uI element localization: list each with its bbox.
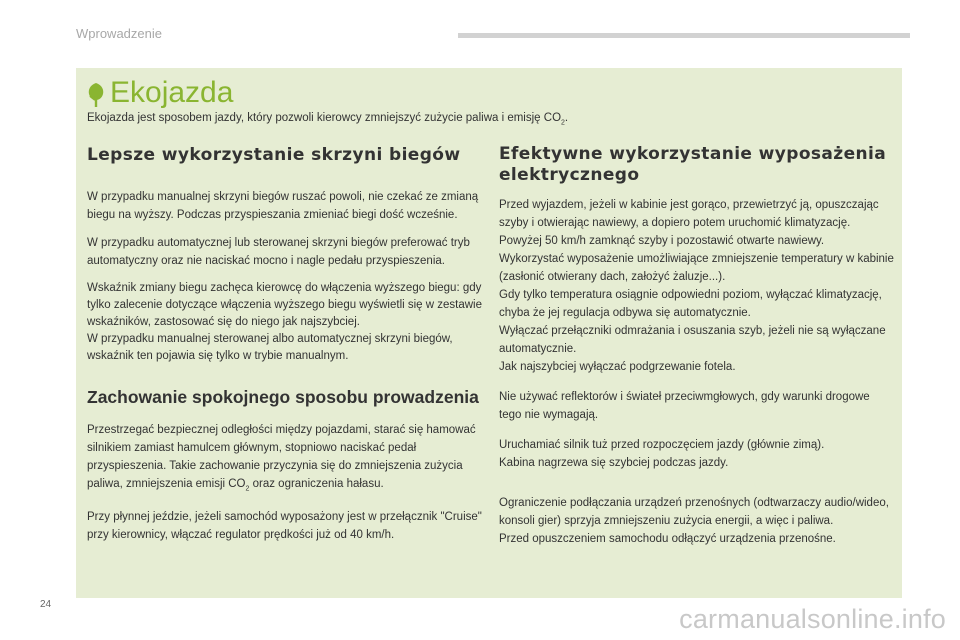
- gearbox-paragraph-3: Wskaźnik zmiany biegu zachęca kierowcę do włączenia wyższego biegu: gdy tylko zalecenie dotyczące włączenia wyższego biegu wyświetli się w zestawie wskaźników, zastosować się do niego jak najszybciej.: [87, 282, 483, 328]
- calm-driving-paragraph-2: Przy płynnej jeździe, jeżeli samochód wyposażony jest w przełącznik "Cruise" przy kierownicy, włączać regulator prędkości już od 40 km/h.: [87, 511, 482, 542]
- electrical-paragraph-1: Przed wyjazdem, jeżeli w kabinie jest gorąco, przewietrzyć ją, opuszczając szyby i otwierając nawiewy, a dopiero potem uruchomić klimatyzację.: [499, 199, 879, 229]
- lights-paragraph: Nie używać reflektorów i świateł przeciwmgłowych, gdy warunki drogowe tego nie wymagają.: [499, 391, 870, 421]
- electrical-paragraph-6: Jak najszybciej wyłączać podgrzewanie fotela.: [499, 361, 736, 373]
- gearbox-heading: Lepsze wykorzystanie skrzyni biegów: [87, 145, 461, 165]
- electrical-paragraph-2: Powyżej 50 km/h zamknąć szyby i pozostawić otwarte nawiewy.: [499, 235, 825, 247]
- gearbox-paragraph-4: W przypadku manualnej sterowanej albo automatycznej skrzyni biegów, wskaźnik ten pojawia się tylko w trybie manualnym.: [87, 333, 453, 362]
- engine-start-paragraph: Uruchamiać silnik tuż przed rozpoczęciem jazdy (głównie zimą).: [499, 439, 825, 451]
- calm-driving-heading: Zachowanie spokojnego sposobu prowadzenia: [87, 387, 479, 407]
- electrical-heading: Efektywne wykorzystanie wyposażenia elektrycznego: [499, 144, 887, 185]
- watermark: carmanualsonline.info: [679, 604, 946, 634]
- electrical-paragraph-4: Gdy tylko temperatura osiągnie odpowiedni poziom, wyłączać klimatyzację, chyba że jej regulacja odbywa się automatycznie.: [499, 289, 882, 319]
- gearbox-paragraph-2: W przypadku automatycznej lub sterowanej skrzyni biegów preferować tryb automatyczny oraz nie naciskać mocno i nagle pedału przyspieszenia.: [87, 237, 470, 267]
- left-column: [87, 144, 482, 554]
- electrical-paragraph-3: Wykorzystać wyposażenie umożliwiające zmniejszenie temperatury w kabinie (zasłonić otwierany dach, założyć żaluzje...).: [499, 253, 894, 283]
- gearbox-paragraph-1: W przypadku manualnej skrzyni biegów ruszać powoli, nie czekać ze zmianą biegu na wyższy. Podczas przyspieszania zmieniać biegi dość wcześnie.: [87, 191, 479, 221]
- section-header-title: Wprowadzenie: [76, 26, 162, 41]
- cabin-heating-paragraph: Kabina nagrzewa się szybciej podczas jazdy.: [499, 457, 729, 469]
- header-divider-bar: [458, 33, 910, 38]
- disconnect-devices-paragraph: Przed opuszczeniem samochodu odłączyć urządzenia przenośne.: [499, 533, 836, 545]
- page-title: Ekojazda: [110, 76, 234, 109]
- portable-devices-paragraph: Ograniczenie podłączania urządzeń przenośnych (odtwarzaczy audio/wideo, konsoli gier) sprzyja zmniejszeniu zużycia energii, a więc i paliwa.: [499, 497, 889, 527]
- electrical-paragraph-5: Wyłączać przełączniki odmrażania i osuszania szyb, jeżeli nie są wyłączane automatycznie.: [499, 325, 886, 355]
- calm-driving-paragraph-1: Przestrzegać bezpiecznej odległości między pojazdami, starać się hamować silnikiem zamiast hamulcem głównym, stopniowo naciskać pedał przyspieszenia. Takie zachowanie przyczynia się do zmniejszenia zużycia paliwa, zmniejszenia emisji $CO_2$ oraz ograniczenia hałasu.: [87, 424, 476, 493]
- right-column: [499, 144, 894, 558]
- tree-leaf-icon: [86, 82, 106, 108]
- page-number: 24: [40, 599, 52, 610]
- intro-text: Ekojazda jest sposobem jazdy, który pozwoli kierowcy zmniejszyć zużycie paliwa i emisję $CO_2$.: [87, 112, 569, 127]
